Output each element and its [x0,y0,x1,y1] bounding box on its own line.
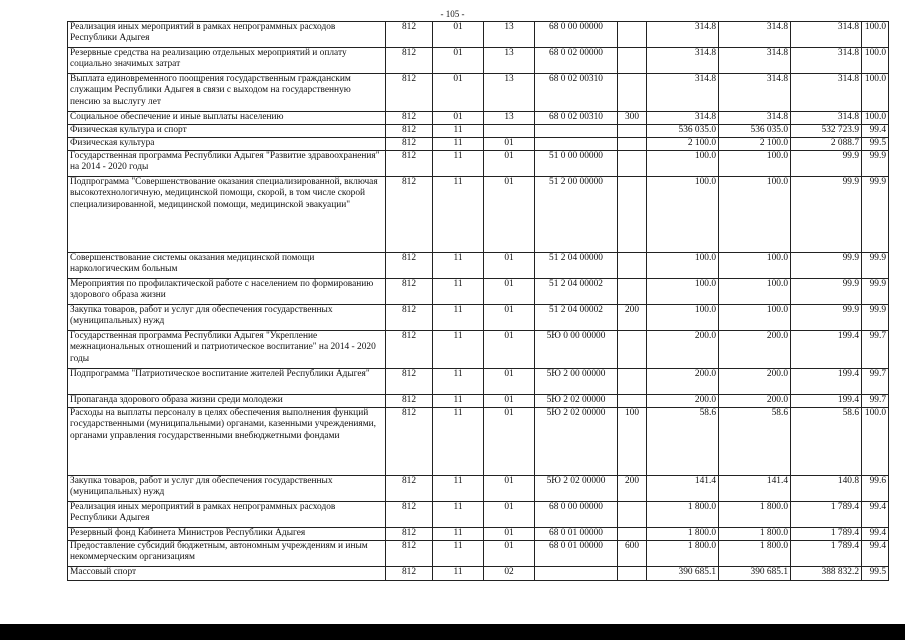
table-row [68,541,889,567]
cell-target-article: 68 0 00 00000 [535,22,618,48]
cell-admin-code: 812 [386,476,433,502]
cell-name: Подпрограмма "Патриотическое воспитание жителей Республики Адыгея" [68,369,386,395]
cell-refined-amount: 200.0 [719,395,791,408]
table-row [68,48,889,74]
cell-target-article: 51 0 00 00000 [535,151,618,177]
cell-section: 11 [433,253,484,279]
cell-admin-code: 812 [386,22,433,48]
cell-execution-percent: 99.4 [862,541,889,567]
cell-section: 01 [433,74,484,112]
cell-name: Физическая культура [68,138,386,151]
cell-expense-type [618,369,647,395]
cell-execution-percent: 99.9 [862,177,889,253]
table-row [68,305,889,331]
cell-refined-amount: 141.4 [719,476,791,502]
cell-executed-amount: 99.9 [791,305,862,331]
cell-refined-amount: 314.8 [719,74,791,112]
cell-executed-amount: 199.4 [791,331,862,369]
cell-name: Пропаганда здорового образа жизни среди молодежи [68,395,386,408]
cell-expense-type [618,177,647,253]
cell-section: 11 [433,408,484,476]
cell-section: 11 [433,151,484,177]
cell-executed-amount: 314.8 [791,112,862,125]
cell-expense-type [618,502,647,528]
table-body [68,22,889,581]
cell-approved-amount: 390 685.1 [647,567,719,581]
cell-execution-percent: 100.0 [862,112,889,125]
cell-target-article: 68 0 01 00000 [535,528,618,541]
cell-execution-percent: 100.0 [862,22,889,48]
cell-approved-amount: 1 800.0 [647,541,719,567]
cell-execution-percent: 99.4 [862,502,889,528]
cell-admin-code: 812 [386,567,433,581]
cell-executed-amount: 1 789.4 [791,502,862,528]
cell-expense-type: 200 [618,476,647,502]
cell-subsection: 01 [484,138,535,151]
cell-approved-amount: 200.0 [647,331,719,369]
cell-target-article: 5Ю 2 02 00000 [535,408,618,476]
cell-executed-amount: 99.9 [791,151,862,177]
cell-subsection: 01 [484,331,535,369]
cell-section: 11 [433,331,484,369]
cell-target-article: 68 0 01 00000 [535,541,618,567]
cell-target-article: 5Ю 0 00 00000 [535,331,618,369]
table-row [68,138,889,151]
cell-expense-type [618,567,647,581]
cell-approved-amount: 200.0 [647,369,719,395]
cell-section: 11 [433,395,484,408]
cell-execution-percent: 99.4 [862,528,889,541]
cell-target-article [535,567,618,581]
cell-name: Расходы на выплаты персоналу в целях обеспечения выполнения функций государственными (муниципальными) органами, казенными учреждениями, органами управления государственными внебюджетными фондами [68,408,386,476]
cell-subsection: 01 [484,151,535,177]
cell-subsection: 01 [484,476,535,502]
cell-expense-type: 600 [618,541,647,567]
cell-expense-type [618,253,647,279]
table-row [68,125,889,138]
cell-admin-code: 812 [386,331,433,369]
budget-table [67,21,889,581]
cell-refined-amount: 390 685.1 [719,567,791,581]
cell-section: 01 [433,22,484,48]
table-row [68,502,889,528]
cell-admin-code: 812 [386,369,433,395]
cell-execution-percent: 100.0 [862,48,889,74]
cell-target-article: 51 2 04 00000 [535,253,618,279]
cell-target-article: 68 0 00 00000 [535,502,618,528]
cell-approved-amount: 141.4 [647,476,719,502]
cell-target-article: 51 2 04 00002 [535,305,618,331]
table-row [68,253,889,279]
cell-expense-type [618,125,647,138]
cell-subsection: 02 [484,567,535,581]
cell-execution-percent: 99.5 [862,567,889,581]
cell-refined-amount: 314.8 [719,22,791,48]
cell-executed-amount: 99.9 [791,177,862,253]
cell-admin-code: 812 [386,253,433,279]
table-row [68,177,889,253]
cell-subsection: 01 [484,369,535,395]
cell-subsection: 13 [484,48,535,74]
cell-approved-amount: 100.0 [647,177,719,253]
cell-executed-amount: 99.9 [791,253,862,279]
cell-execution-percent: 99.9 [862,305,889,331]
cell-admin-code: 812 [386,395,433,408]
cell-admin-code: 812 [386,305,433,331]
cell-executed-amount: 314.8 [791,74,862,112]
cell-execution-percent: 99.4 [862,125,889,138]
cell-section: 11 [433,279,484,305]
table-row [68,151,889,177]
cell-approved-amount: 314.8 [647,48,719,74]
cell-admin-code: 812 [386,125,433,138]
cell-executed-amount: 388 832.2 [791,567,862,581]
cell-subsection: 13 [484,112,535,125]
cell-target-article: 5Ю 2 02 00000 [535,476,618,502]
table-row [68,279,889,305]
cell-subsection: 01 [484,528,535,541]
cell-refined-amount: 58.6 [719,408,791,476]
table-row [68,74,889,112]
cell-name: Предоставление субсидий бюджетным, автономным учреждениям и иным некоммерческим организациям [68,541,386,567]
cell-name: Физическая культура и спорт [68,125,386,138]
cell-approved-amount: 58.6 [647,408,719,476]
table-row [68,476,889,502]
cell-target-article [535,125,618,138]
cell-refined-amount: 536 035.0 [719,125,791,138]
cell-execution-percent: 99.7 [862,369,889,395]
cell-name: Подпрограмма "Совершенствование оказания специализированной, включая высокотехнологичную, медицинской помощи, скорой, в том числе скорой специализированной, медицинской помощи, медицинской эвакуации" [68,177,386,253]
cell-approved-amount: 100.0 [647,151,719,177]
cell-subsection: 01 [484,305,535,331]
cell-executed-amount: 1 789.4 [791,528,862,541]
cell-section: 11 [433,177,484,253]
table-row [68,395,889,408]
cell-subsection: 01 [484,279,535,305]
cell-section: 11 [433,502,484,528]
cell-subsection: 01 [484,408,535,476]
table-row [68,528,889,541]
cell-admin-code: 812 [386,151,433,177]
cell-target-article: 51 2 00 00000 [535,177,618,253]
cell-name: Реализация иных мероприятий в рамках непрограммных расходов Республики Адыгея [68,22,386,48]
cell-executed-amount: 2 088.7 [791,138,862,151]
cell-executed-amount: 58.6 [791,408,862,476]
cell-admin-code: 812 [386,279,433,305]
cell-section: 11 [433,476,484,502]
cell-admin-code: 812 [386,528,433,541]
cell-subsection: 13 [484,74,535,112]
cell-expense-type: 100 [618,408,647,476]
cell-target-article [535,138,618,151]
cell-name: Выплата единовременного поощрения государственным гражданским служащим Республики Адыгея в связи с выходом на государственную пенсию за выслугу лет [68,74,386,112]
cell-execution-percent: 99.5 [862,138,889,151]
cell-admin-code: 812 [386,48,433,74]
cell-target-article: 68 0 02 00310 [535,112,618,125]
cell-execution-percent: 99.6 [862,476,889,502]
cell-expense-type: 200 [618,305,647,331]
cell-executed-amount: 314.8 [791,48,862,74]
cell-target-article: 68 0 02 00310 [535,74,618,112]
cell-execution-percent: 99.7 [862,331,889,369]
table-row [68,369,889,395]
cell-subsection: 01 [484,502,535,528]
cell-refined-amount: 314.8 [719,48,791,74]
cell-expense-type: 300 [618,112,647,125]
cell-executed-amount: 199.4 [791,395,862,408]
cell-execution-percent: 99.9 [862,151,889,177]
cell-section: 11 [433,369,484,395]
cell-approved-amount: 314.8 [647,74,719,112]
cell-approved-amount: 314.8 [647,22,719,48]
cell-expense-type [618,48,647,74]
cell-section: 11 [433,125,484,138]
cell-refined-amount: 1 800.0 [719,528,791,541]
cell-name: Государственная программа Республики Адыгея "Укрепление межнациональных отношений и патриотическое воспитание" на 2014 - 2020 годы [68,331,386,369]
table-row [68,567,889,581]
cell-admin-code: 812 [386,502,433,528]
cell-approved-amount: 1 800.0 [647,502,719,528]
cell-approved-amount: 100.0 [647,305,719,331]
cell-approved-amount: 100.0 [647,279,719,305]
cell-refined-amount: 100.0 [719,177,791,253]
cell-refined-amount: 2 100.0 [719,138,791,151]
cell-section: 11 [433,541,484,567]
table-row [68,408,889,476]
cell-expense-type [618,138,647,151]
cell-subsection: 01 [484,177,535,253]
cell-refined-amount: 1 800.0 [719,541,791,567]
page-number: - 105 - [440,9,465,19]
cell-refined-amount: 100.0 [719,151,791,177]
cell-expense-type [618,528,647,541]
cell-executed-amount: 314.8 [791,22,862,48]
cell-admin-code: 812 [386,74,433,112]
cell-expense-type [618,395,647,408]
cell-name: Закупка товаров, работ и услуг для обеспечения государственных (муниципальных) нужд [68,305,386,331]
cell-name: Социальное обеспечение и иные выплаты населению [68,112,386,125]
cell-refined-amount: 200.0 [719,369,791,395]
cell-executed-amount: 1 789.4 [791,541,862,567]
cell-expense-type [618,151,647,177]
cell-name: Резервный фонд Кабинета Министров Республики Адыгея [68,528,386,541]
cell-target-article: 51 2 04 00002 [535,279,618,305]
cell-target-article: 5Ю 2 00 00000 [535,369,618,395]
scan-edge-bar [0,624,905,640]
cell-subsection: 01 [484,253,535,279]
cell-name: Закупка товаров, работ и услуг для обеспечения государственных (муниципальных) нужд [68,476,386,502]
cell-name: Реализация иных мероприятий в рамках непрограммных расходов Республики Адыгея [68,502,386,528]
cell-approved-amount: 100.0 [647,253,719,279]
cell-approved-amount: 200.0 [647,395,719,408]
cell-refined-amount: 314.8 [719,112,791,125]
cell-expense-type [618,331,647,369]
cell-execution-percent: 99.9 [862,279,889,305]
cell-admin-code: 812 [386,138,433,151]
cell-name: Резервные средства на реализацию отдельных мероприятий и оплату социально значимых затрат [68,48,386,74]
cell-expense-type [618,22,647,48]
cell-target-article: 5Ю 2 02 00000 [535,395,618,408]
cell-executed-amount: 199.4 [791,369,862,395]
cell-subsection: 01 [484,541,535,567]
cell-expense-type [618,74,647,112]
cell-executed-amount: 99.9 [791,279,862,305]
cell-expense-type [618,279,647,305]
cell-executed-amount: 140.8 [791,476,862,502]
cell-subsection: 01 [484,395,535,408]
cell-name: Мероприятия по профилактической работе с населением по формированию здорового образа жизни [68,279,386,305]
cell-execution-percent: 99.9 [862,253,889,279]
cell-refined-amount: 100.0 [719,279,791,305]
cell-section: 11 [433,138,484,151]
cell-admin-code: 812 [386,541,433,567]
cell-name: Массовый спорт [68,567,386,581]
cell-section: 11 [433,528,484,541]
cell-admin-code: 812 [386,112,433,125]
cell-refined-amount: 100.0 [719,305,791,331]
cell-name: Государственная программа Республики Адыгея "Развитие здравоохранения" на 2014 - 2020 годы [68,151,386,177]
cell-execution-percent: 99.7 [862,395,889,408]
cell-section: 01 [433,112,484,125]
cell-execution-percent: 100.0 [862,408,889,476]
table-row [68,331,889,369]
cell-execution-percent: 100.0 [862,74,889,112]
cell-approved-amount: 536 035.0 [647,125,719,138]
cell-section: 11 [433,305,484,331]
table-row [68,112,889,125]
cell-approved-amount: 314.8 [647,112,719,125]
table-row [68,22,889,48]
cell-approved-amount: 2 100.0 [647,138,719,151]
cell-refined-amount: 1 800.0 [719,502,791,528]
cell-executed-amount: 532 723.9 [791,125,862,138]
cell-target-article: 68 0 02 00000 [535,48,618,74]
cell-section: 01 [433,48,484,74]
cell-subsection: 13 [484,22,535,48]
cell-admin-code: 812 [386,177,433,253]
cell-refined-amount: 200.0 [719,331,791,369]
cell-section: 11 [433,567,484,581]
cell-refined-amount: 100.0 [719,253,791,279]
cell-admin-code: 812 [386,408,433,476]
cell-approved-amount: 1 800.0 [647,528,719,541]
cell-name: Совершенствование системы оказания медицинской помощи наркологическим больным [68,253,386,279]
cell-subsection [484,125,535,138]
